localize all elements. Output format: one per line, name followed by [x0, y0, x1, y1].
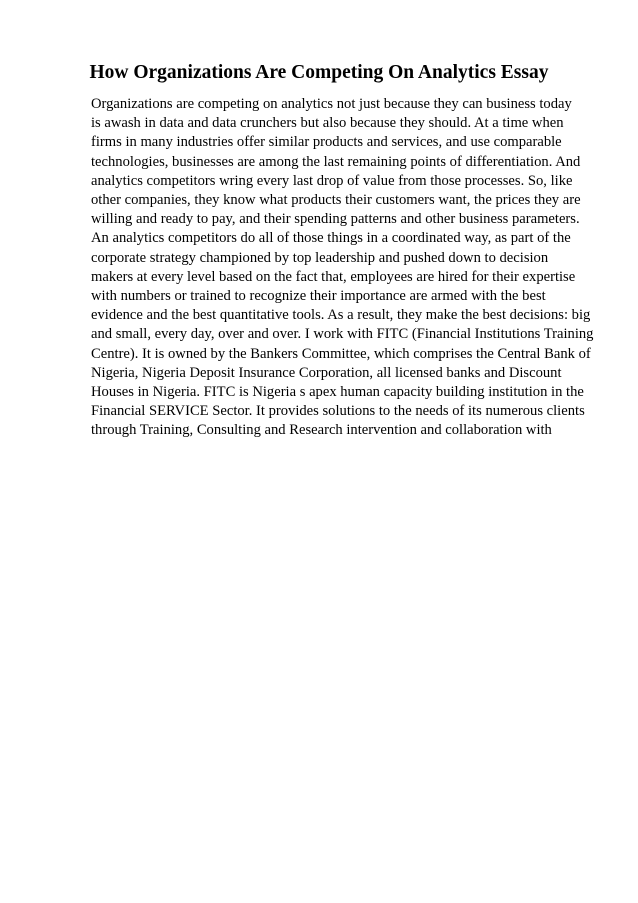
- paragraph-line: analytics competitors wring every last drop of value from those processes. So, like: [91, 172, 573, 189]
- paragraph-line: Nigeria, Nigeria Deposit Insurance Corporation, all licensed banks and Discount: [91, 364, 562, 381]
- paragraph-line: technologies, businesses are among the last remaining points of differentiation. And: [91, 153, 581, 170]
- paragraph-line: willing and ready to pay, and their spending patterns and other business parameters.: [91, 211, 580, 228]
- essay-paragraph: [91, 95, 611, 441]
- paragraph-line: An analytics competitors do all of those things in a coordinated way, as part of the: [91, 230, 571, 247]
- paragraph-line: is awash in data and data crunchers but also because they should. At a time when: [91, 115, 564, 132]
- paragraph-line: firms in many industries offer similar products and services, and use comparable: [91, 134, 562, 151]
- paragraph-line: makers at every level based on the fact that, employees are hired for their expertise: [91, 268, 576, 285]
- paragraph-line: other companies, they know what products their customers want, the prices they are: [91, 192, 581, 209]
- paragraph-line: Centre). It is owned by the Bankers Committee, which comprises the Central Bank of: [91, 345, 591, 362]
- paragraph-line: Organizations are competing on analytics not just because they can business today: [91, 96, 572, 112]
- paragraph-line: through Training, Consulting and Research intervention and collaboration with: [91, 422, 552, 439]
- paragraph-line: and small, every day, over and over. I work with FITC (Financial Institutions Training: [91, 326, 594, 343]
- paragraph-line: corporate strategy championed by top leadership and pushed down to decision: [91, 249, 549, 266]
- paragraph-line: Financial SERVICE Sector. It provides solutions to the needs of its numerous clients: [91, 403, 585, 420]
- paragraph-line: with numbers or trained to recognize their importance are armed with the best: [91, 288, 546, 305]
- document-title: How Organizations Are Competing On Analytics Essay: [89, 62, 549, 83]
- paragraph-line: Houses in Nigeria. FITC is Nigeria s apex human capacity building institution in the: [91, 384, 584, 401]
- paragraph-line: evidence and the best quantitative tools. As a result, they make the best decisions: big: [91, 307, 591, 324]
